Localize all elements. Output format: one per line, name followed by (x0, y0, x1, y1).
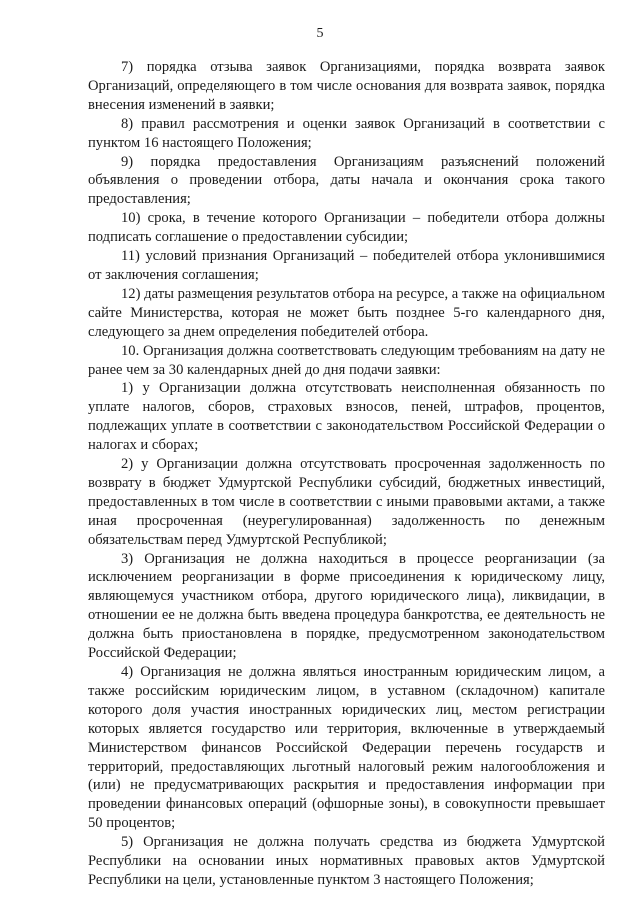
requirement-1: 1) у Организации должна отсутствовать неисполненная обязанность по уплате налогов, сборов, страховых взносов, пеней, штрафов, процентов, подлежащих уплате в соответствии с законодательством Российской Федерации о налогах и сборах; (88, 380, 605, 454)
list-item-8: 8) правил рассмотрения и оценки заявок Организаций в соответствии с пунктом 16 настоящего Положения; (88, 115, 605, 151)
list-item-9: 9) порядка предоставления Организациям разъяснений положений объявления о проведении отбора, даты начала и окончания срока такого предоставления; (88, 153, 605, 208)
list-item-10: 10) срока, в течение которого Организации – победители отбора должны подписать соглашение о предоставлении субсидии; (88, 210, 605, 246)
requirement-2: 2) у Организации должна отсутствовать просроченная задолженность по возврату в бюджет Удмуртской Республики субсидий, бюджетных инвестиций, предоставленных в том числе в соответствии с иными правовыми актами, а также иная просроченная (неурегулированная) задолженность по денежным обязательствам перед Удмуртской Республикой; (88, 456, 605, 548)
list-item-11: 11) условий признания Организаций – победителей отбора уклонившимися от заключения соглашения; (88, 248, 605, 283)
page-number: 5 (316, 26, 324, 41)
document-body (88, 58, 605, 890)
requirement-5: 5) Организация не должна получать средства из бюджета Удмуртской Республики на основании иных нормативных правовых актов Удмуртской Республики на цели, установленные пунктом 3 настоящего Положения; (88, 834, 605, 888)
list-item-12: 12) даты размещения результатов отбора на ресурсе, а также на официальном сайте Министерства, которая не может быть позднее 5-го календарного дня, следующего за днем определения победителей отбора. (88, 285, 605, 340)
requirement-4: 4) Организация не должна являться иностранным юридическим лицом, а также российским юридическим лицом, в уставном (складочном) капитале которого доля участия иностранных юридических лиц, местом регистрации которых является государство или территория, включенные в утверждаемый Министерством финансов Российской Федерации перечень государств и территорий, предоставляющих льготный налоговый режим налогообложения и (или) не предусматривающих раскрытия и предоставления информации при проведении финансовых операций (офшорные зоны), в совокупности превышает 50 процентов; (88, 664, 605, 832)
requirement-3: 3) Организация не должна находиться в процессе реорганизации (за исключением реорганизации в форме присоединения к юридическому лицу, являющемуся участником отбора, другого юридического лица), ликвидации, в отношении ее не должна быть введена процедура банкротства, ее деятельность не должна быть приостановлена в порядке, предусмотренном законодательством Российской Федерации; (88, 550, 605, 662)
list-item-7: 7) порядка отзыва заявок Организациями, порядка возврата заявок Организаций, определяющего в том числе основания для возврата заявок, порядка внесения изменений в заявки; (88, 59, 605, 113)
section-10-heading: 10. Организация должна соответствовать следующим требованиям на дату не ранее чем за 30 календарных дней до дня подачи заявки: (88, 342, 605, 378)
